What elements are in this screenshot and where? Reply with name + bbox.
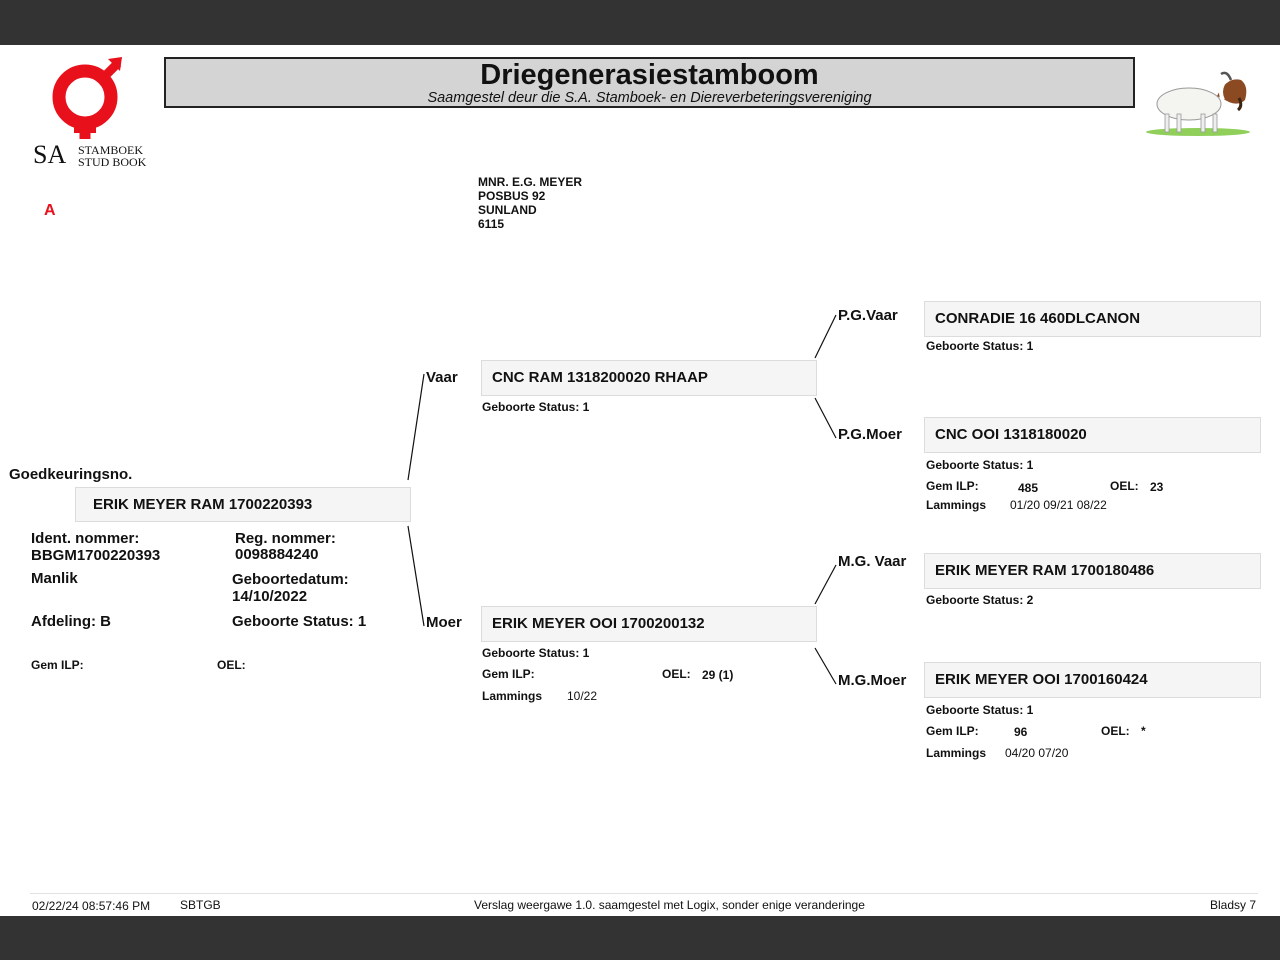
reg-label: Reg. nommer: bbox=[235, 530, 336, 547]
footer-code: SBTGB bbox=[180, 898, 221, 912]
dam-oel-label: OEL: bbox=[662, 667, 691, 681]
pg-sire-birth-status: Geboorte Status: 1 bbox=[926, 339, 1034, 353]
dam-name: ERIK MEYER OOI 1700200132 bbox=[492, 615, 705, 632]
page-subtitle: Saamgestel deur die S.A. Stamboek- en Diereverbeteringsvereniging bbox=[427, 90, 872, 106]
mg-dam-lambings-value: 04/20 07/20 bbox=[1005, 746, 1069, 760]
address-line: 6115 bbox=[478, 217, 505, 231]
mg-dam-oel-value: * bbox=[1141, 724, 1146, 738]
pg-dam-name: CNC OOI 1318180020 bbox=[935, 426, 1087, 443]
pg-sire-name: CONRADIE 16 460DLCANON bbox=[935, 310, 1141, 327]
pg-dam-oel-label: OEL: bbox=[1110, 479, 1139, 493]
pg-dam-label: P.G.Moer bbox=[838, 426, 902, 443]
mg-dam-label: M.G.Moer bbox=[838, 672, 907, 689]
dam-lambings-value: 10/22 bbox=[567, 689, 598, 703]
pg-sire-label: P.G.Vaar bbox=[838, 307, 898, 324]
pg-sire-name-box bbox=[924, 301, 1261, 337]
address-line: SUNLAND bbox=[478, 203, 537, 217]
dam-birth-status: Geboorte Status: 1 bbox=[482, 646, 590, 660]
mg-sire-name: ERIK MEYER RAM 1700180486 bbox=[935, 562, 1155, 579]
logo-sa-text: SA bbox=[33, 140, 67, 169]
mg-dam-birth-status: Geboorte Status: 1 bbox=[926, 703, 1034, 717]
sire-name-box bbox=[481, 360, 817, 396]
dam-gem-ilp-label: Gem ILP: bbox=[482, 667, 535, 681]
dam-oel-value: 29 (1) bbox=[702, 668, 734, 682]
gem-ilp-label: Gem ILP: bbox=[31, 658, 84, 672]
animal-name: ERIK MEYER RAM 1700220393 bbox=[93, 496, 313, 513]
division-value: Afdeling: B bbox=[31, 613, 111, 630]
logo-stamboek-text: STAMBOEK bbox=[78, 143, 144, 157]
approval-number-label: Goedkeuringsno. bbox=[9, 466, 133, 483]
address-line: MNR. E.G. MEYER bbox=[478, 175, 583, 189]
animal-name-box bbox=[75, 487, 411, 522]
mg-dam-gem-ilp-value: 96 bbox=[1014, 725, 1028, 739]
dam-label: Moer bbox=[426, 614, 462, 631]
ident-value: BBGM1700220393 bbox=[31, 547, 161, 564]
birth-status: Geboorte Status: 1 bbox=[232, 613, 367, 630]
address-line: POSBUS 92 bbox=[478, 189, 546, 203]
footer-timestamp: 02/22/24 08:57:46 PM bbox=[32, 899, 151, 913]
footer-report-note: Verslag weergawe 1.0. saamgestel met Logix, sonder enige veranderinge bbox=[474, 898, 865, 912]
pg-dam-lambings-label: Lammings bbox=[926, 498, 987, 512]
mg-dam-name: ERIK MEYER OOI 1700160424 bbox=[935, 671, 1148, 688]
ident-label: Ident. nommer: bbox=[31, 530, 140, 547]
footer-divider bbox=[30, 893, 1258, 894]
pg-dam-oel-value: 23 bbox=[1150, 480, 1164, 494]
mg-sire-label: M.G. Vaar bbox=[838, 553, 907, 570]
sire-birth-status: Geboorte Status: 1 bbox=[482, 400, 590, 414]
footer-page-number: Bladsy 7 bbox=[1210, 898, 1257, 912]
mg-dam-name-box bbox=[924, 662, 1261, 698]
mg-sire-name-box bbox=[924, 553, 1261, 589]
sire-label: Vaar bbox=[426, 369, 458, 386]
mg-sire-birth-status: Geboorte Status: 2 bbox=[926, 593, 1034, 607]
oel-label: OEL: bbox=[217, 658, 246, 672]
reg-value: 0098884240 bbox=[235, 546, 319, 563]
pg-dam-birth-status: Geboorte Status: 1 bbox=[926, 458, 1034, 472]
dam-lambings-label: Lammings bbox=[482, 689, 543, 703]
sex-value: Manlik bbox=[31, 570, 78, 587]
pg-dam-name-box bbox=[924, 417, 1261, 453]
dob-value: 14/10/2022 bbox=[232, 588, 308, 605]
dob-label: Geboortedatum: bbox=[232, 571, 349, 588]
mg-dam-lambings-label: Lammings bbox=[926, 746, 987, 760]
logo-studbook-text: STUD BOOK bbox=[78, 155, 147, 169]
pg-dam-gem-ilp-label: Gem ILP: bbox=[926, 479, 979, 493]
page-title: Driegenerasiestamboom bbox=[480, 59, 819, 91]
sire-name: CNC RAM 1318200020 RHAAP bbox=[492, 369, 708, 386]
pg-dam-lambings-value: 01/20 09/21 08/22 bbox=[1010, 498, 1107, 512]
mg-dam-gem-ilp-label: Gem ILP: bbox=[926, 724, 979, 738]
dam-name-box bbox=[481, 606, 817, 642]
pg-dam-gem-ilp-value: 485 bbox=[1018, 481, 1039, 495]
mg-dam-oel-label: OEL: bbox=[1101, 724, 1130, 738]
grade-indicator: A bbox=[44, 202, 56, 219]
